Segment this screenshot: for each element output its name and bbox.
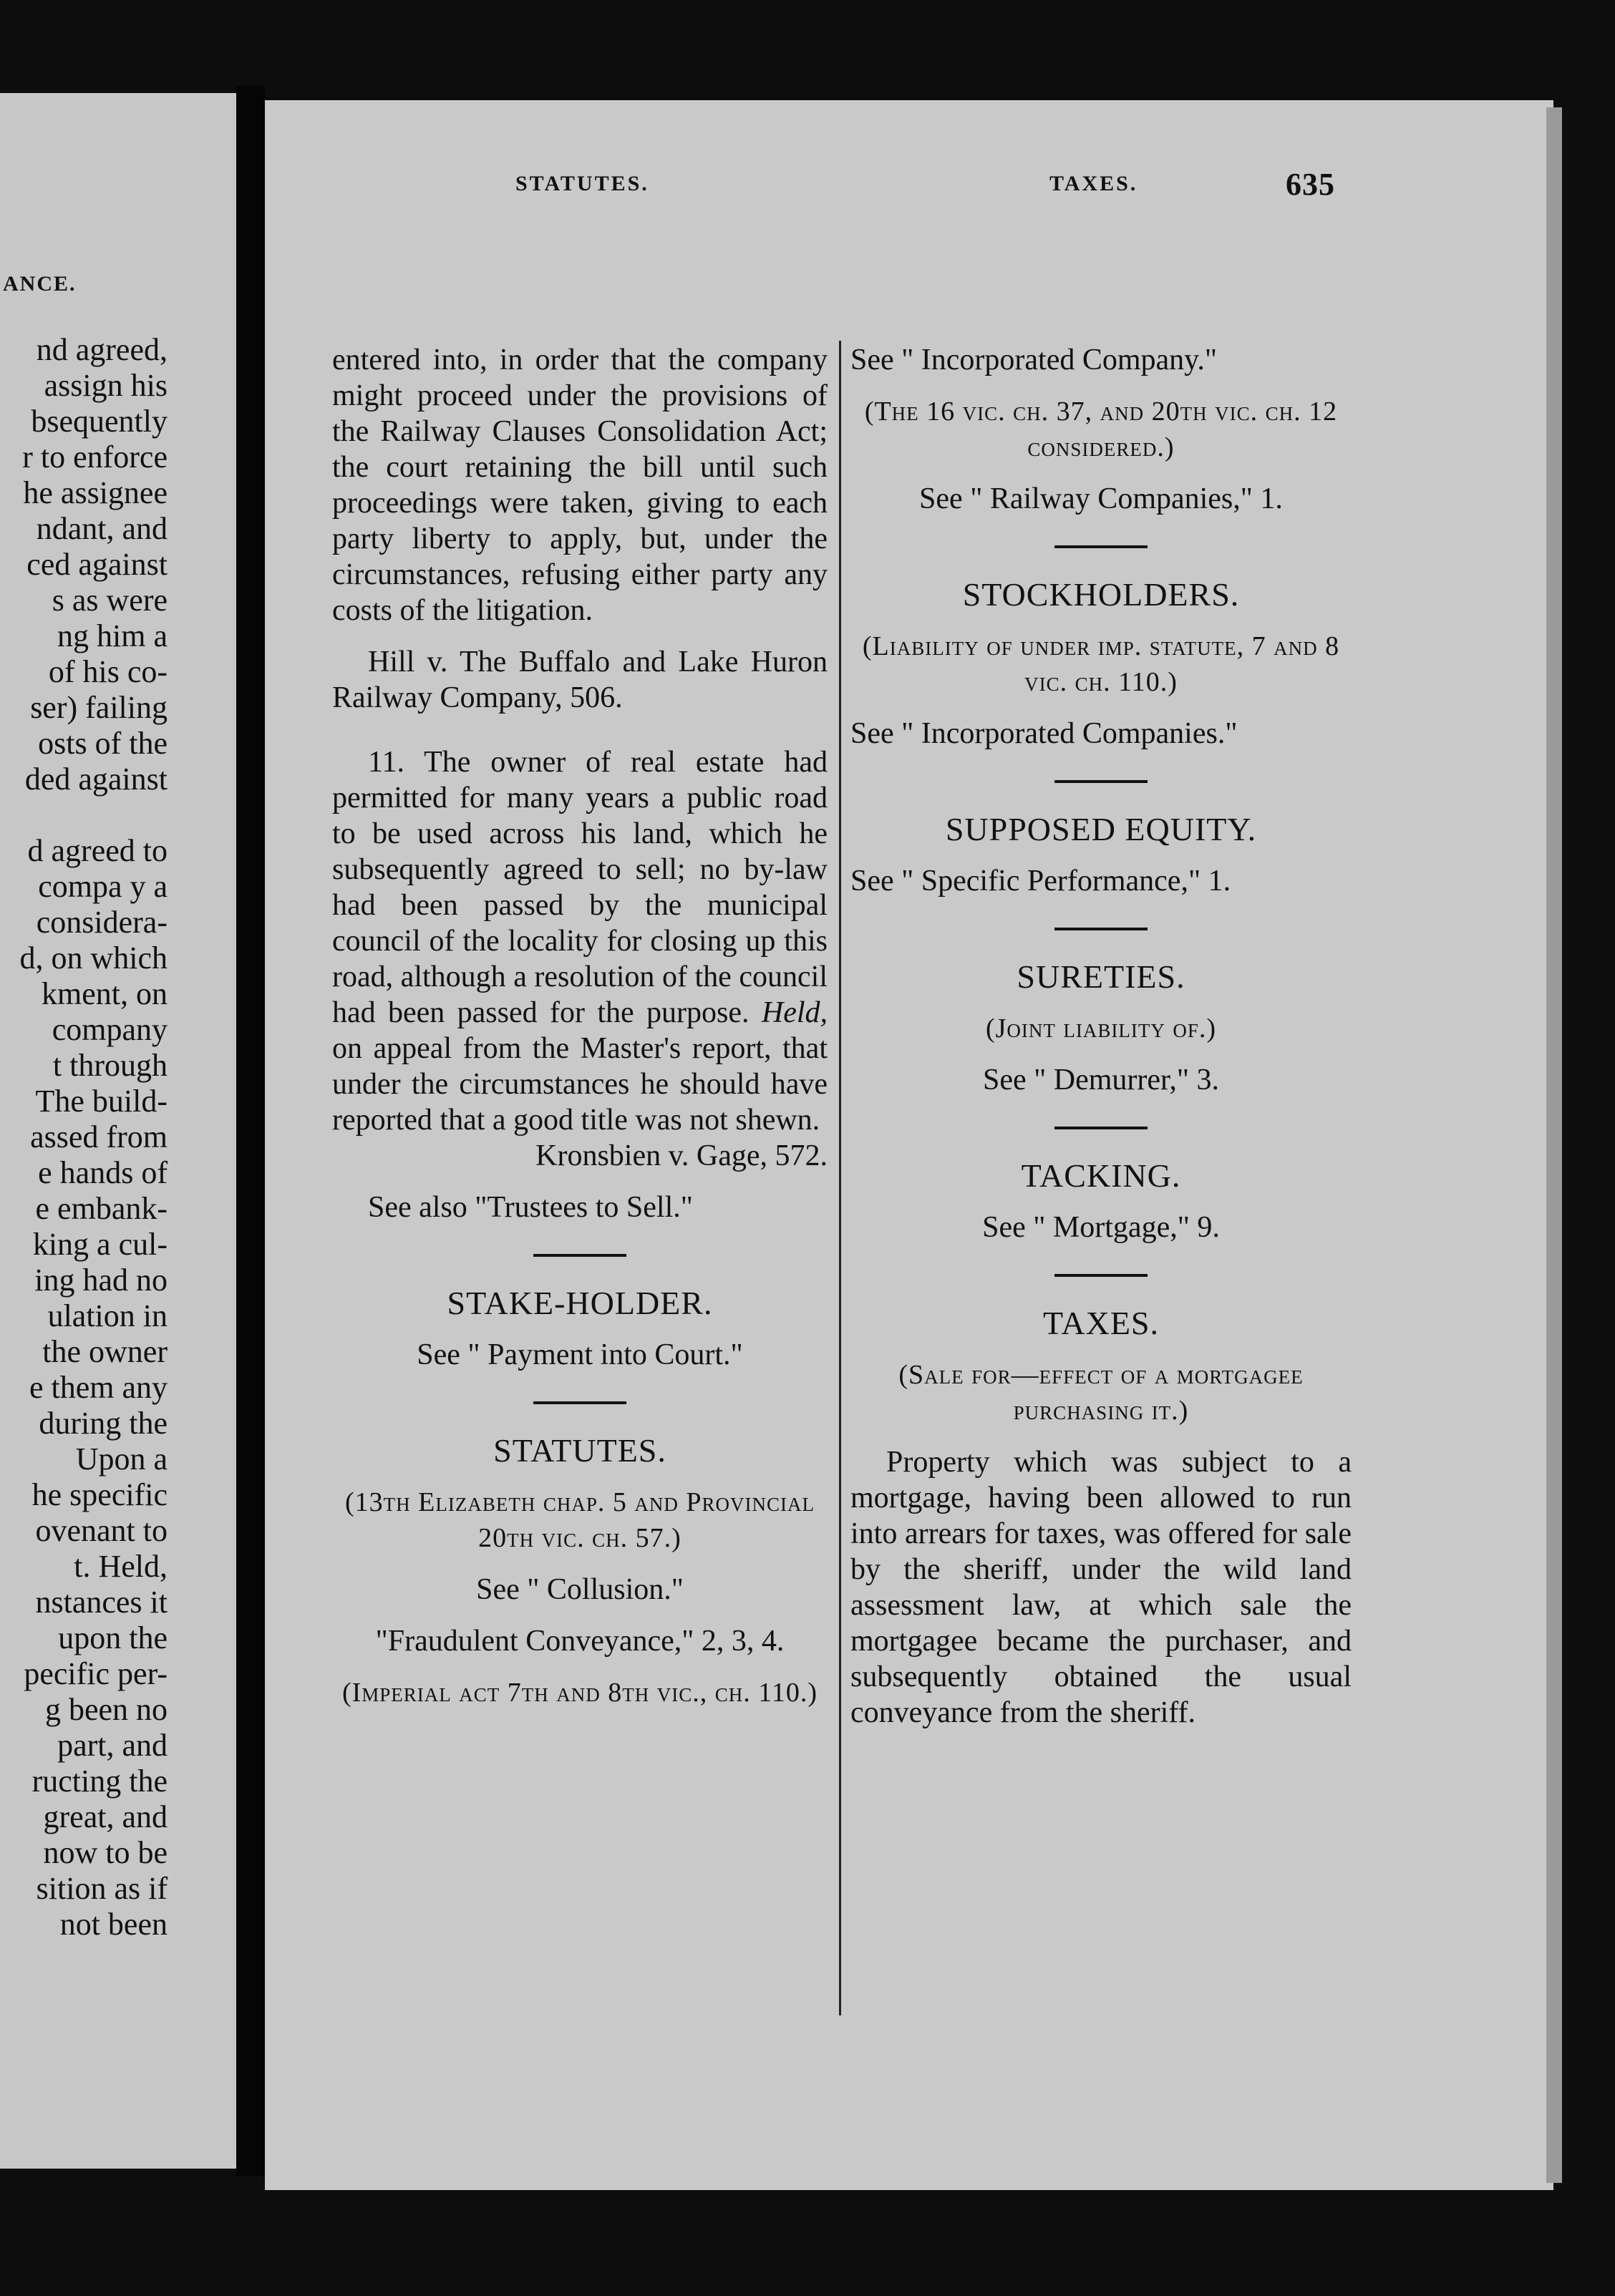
- subheading-joint-liability: (Joint liability of.): [985, 1013, 1217, 1044]
- facing-page-line: part, and: [57, 1728, 168, 1763]
- facing-page-line: company: [52, 1012, 168, 1047]
- cross-reference: "Fraudulent Conveyance," 2, 3, 4.: [375, 1625, 785, 1658]
- facing-page-text: [19, 332, 168, 1942]
- facing-page-line: sition as if: [36, 1871, 168, 1906]
- subheading-sale-for: (Sale for—effect of a mortgagee purchasing it.): [898, 1360, 1304, 1426]
- paragraph-11-holding: on appeal from the Master's report, that under the circumstances he should have reported that a good title was not shewn.: [332, 1032, 828, 1137]
- facing-page-line: the owner: [42, 1334, 168, 1369]
- paragraph-taxes: Property which was subject to a mortgage, having been allowed to run into arrears for taxes, was offered for sale by the sheriff, under the wild land assessment law, at which sale the mortgagee became the purchaser, and subsequently obtained the usual conveyance from the sheriff.: [850, 1446, 1352, 1729]
- facing-page-line: nstances it: [35, 1585, 168, 1620]
- facing-page-line: nd agreed,: [36, 332, 168, 367]
- facing-page-line: upon the: [58, 1620, 168, 1655]
- facing-page: [0, 93, 236, 2169]
- cross-reference: See " Payment into Court.": [417, 1338, 743, 1371]
- facing-page-line: he assignee: [23, 475, 168, 510]
- facing-page-line: ng him a: [57, 618, 168, 653]
- left-column: [332, 342, 828, 1711]
- paragraph-11-text: 11. The owner of real estate had permitted for many years a public road to be used across his land, which he subsequently agreed to sell; no by-law had been passed by the municipal council of the locality for closing up this road, although a resolution of the council had been passed for the purpose.: [332, 746, 828, 1029]
- facing-page-line: not been: [59, 1907, 168, 1942]
- running-head-left: STATUTES.: [515, 172, 649, 195]
- subheading-vic: (The 16 vic. ch. 37, and 20th vic. ch. 12 considered.): [864, 397, 1338, 462]
- facing-page-line: osts of the: [38, 726, 168, 761]
- subheading-statutes: (13th Elizabeth chap. 5 and Provincial 20th vic. ch. 57.): [345, 1487, 815, 1553]
- facing-page-line: great, and: [43, 1799, 168, 1834]
- facing-page-line: of his co-: [48, 654, 168, 689]
- book-gutter: [236, 86, 265, 2176]
- running-head-right: TAXES.: [1049, 172, 1138, 195]
- cross-reference: See " Mortgage," 9.: [982, 1211, 1220, 1244]
- facing-page-line: now to be: [43, 1835, 168, 1870]
- facing-page-line: d agreed to: [27, 833, 168, 868]
- cross-reference: See " Demurrer," 3.: [983, 1064, 1219, 1096]
- facing-page-line: s as were: [52, 583, 168, 618]
- facing-page-line: e embank-: [35, 1191, 168, 1226]
- cross-reference: See " Collusion.": [476, 1573, 684, 1606]
- facing-page-running-head: ANCE.: [3, 272, 77, 296]
- page-edge: [1546, 107, 1562, 2183]
- subheading-liability: (Liability of under imp. statute, 7 and 8 vic. ch. 110.): [862, 631, 1340, 697]
- facing-page-line: ulation in: [47, 1298, 168, 1333]
- facing-page-line: ructing the: [31, 1764, 168, 1799]
- facing-page-line: Upon a: [75, 1441, 168, 1477]
- facing-page-line: t. Held,: [74, 1549, 168, 1584]
- facing-page-line: d, on which: [19, 940, 168, 976]
- column-divider: [839, 341, 841, 2015]
- cross-reference: See " Incorporated Company.": [850, 344, 1218, 376]
- heading-statutes: STATUTES.: [493, 1432, 666, 1469]
- right-column: [850, 342, 1352, 1731]
- see-also-reference: See also "Trustees to Sell.": [368, 1191, 693, 1224]
- facing-page-line: compa y a: [38, 869, 168, 904]
- held-label: Held,: [761, 996, 828, 1029]
- facing-page-line: ded against: [24, 762, 168, 797]
- facing-page-line: t through: [52, 1048, 168, 1083]
- facing-page-line: [19, 797, 168, 833]
- facing-page-line: ovenant to: [35, 1513, 168, 1548]
- heading-stake-holder: STAKE-HOLDER.: [447, 1285, 713, 1321]
- page-number: 635: [1286, 167, 1335, 202]
- facing-page-line: e hands of: [38, 1155, 168, 1190]
- heading-tacking: TACKING.: [1021, 1157, 1181, 1194]
- facing-page-line: king a cul-: [32, 1227, 168, 1262]
- facing-page-line: The build-: [35, 1084, 168, 1119]
- heading-stockholders: STOCKHOLDERS.: [962, 576, 1240, 613]
- paragraph-11: [332, 744, 828, 1138]
- facing-page-line: during the: [39, 1406, 168, 1441]
- facing-page-line: ing had no: [34, 1263, 168, 1298]
- heading-sureties: SURETIES.: [1017, 958, 1185, 995]
- facing-page-line: assed from: [30, 1119, 168, 1154]
- facing-page-line: assign his: [44, 368, 168, 403]
- cross-reference: See " Specific Performance," 1.: [850, 865, 1231, 898]
- facing-page-line: pecific per-: [24, 1656, 168, 1691]
- case-citation: Kronsbien v. Gage, 572.: [535, 1139, 828, 1172]
- facing-page-line: ndant, and: [36, 511, 168, 546]
- facing-page-line: e them any: [29, 1370, 168, 1405]
- facing-page-line: ced against: [26, 547, 168, 582]
- facing-page-line: ser) failing: [30, 690, 168, 725]
- subheading-imperial-act: (Imperial act 7th and 8th vic., ch. 110.): [341, 1678, 818, 1708]
- facing-page-line: considera-: [36, 905, 168, 940]
- cross-reference: See " Railway Companies," 1.: [919, 482, 1283, 515]
- paragraph-continuation: entered into, in order that the company might proceed under the provisions of the Railway Clauses Consolidation Act; the court retaining the bill until such proceedings were taken, giving to each party liberty to apply, but, under the circumstances, refusing either party any costs of the litigation.: [332, 344, 828, 627]
- cross-reference: See " Incorporated Companies.": [850, 717, 1238, 750]
- heading-taxes: TAXES.: [1042, 1305, 1160, 1341]
- facing-page-line: g been no: [44, 1692, 168, 1727]
- heading-supposed-equity: SUPPOSED EQUITY.: [945, 811, 1257, 847]
- case-citation: Hill v. The Buffalo and Lake Huron Railway Company, 506.: [332, 646, 828, 714]
- facing-page-line: bsequently: [31, 404, 168, 439]
- facing-page-line: he specific: [31, 1477, 168, 1512]
- facing-page-line: r to enforce: [22, 439, 168, 475]
- facing-page-line: kment, on: [42, 976, 168, 1011]
